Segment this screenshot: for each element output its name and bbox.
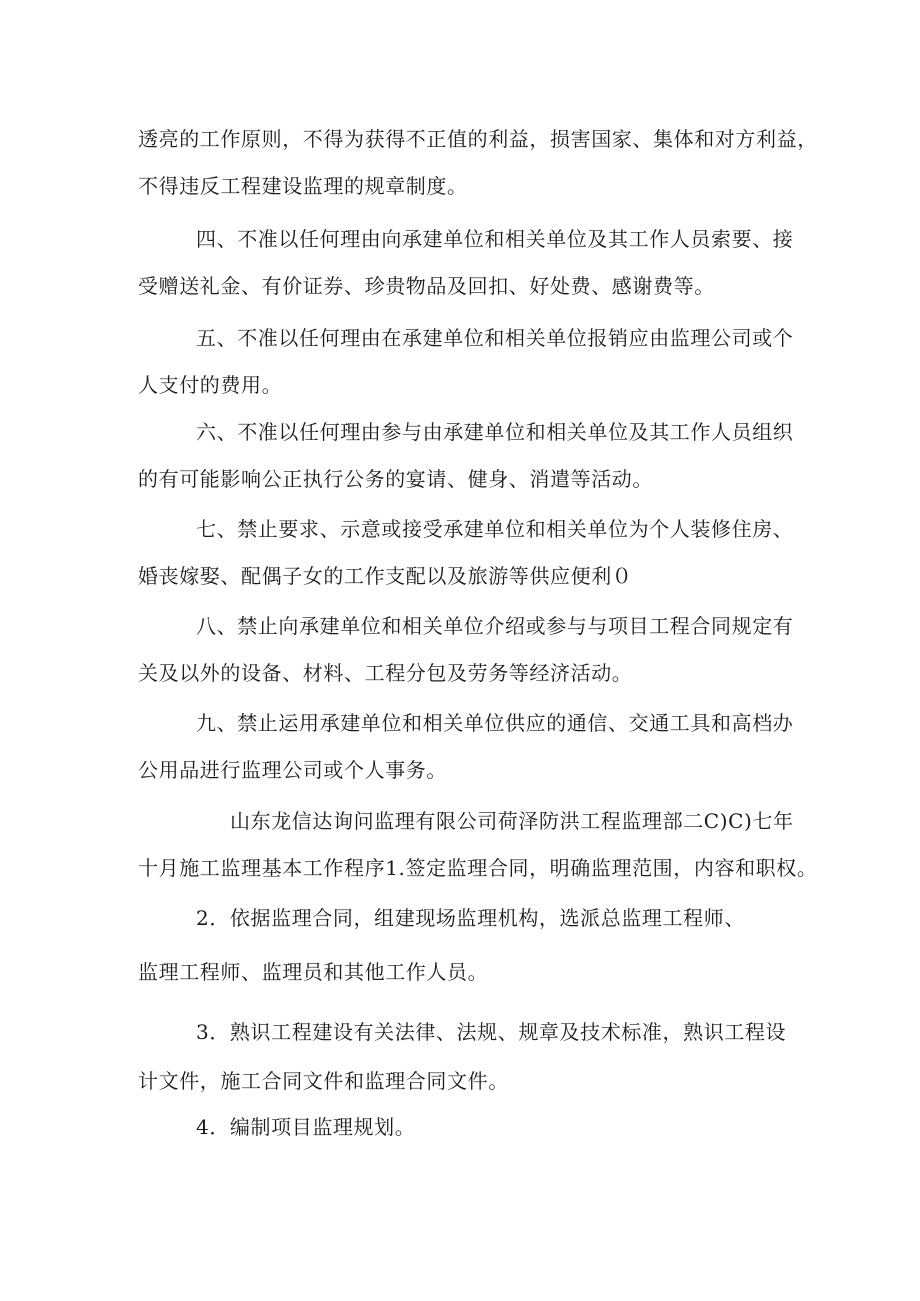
clause-5-line-1: 五、不准以任何理由在承建单位和相关单位报销应由监理公司或个 (196, 326, 794, 350)
clause-6-line-2: 的有可能影响公正执行公务的宴请、健身、消遣等活动。 (138, 467, 653, 491)
clause-9-line-1: 九、禁止运用承建单位和相关单位供应的通信、交通工具和高档办 (196, 711, 794, 735)
clause-7-line-2: 婚丧嫁娶、配偶子女的工作支配以及旅游等供应便利０ (138, 564, 633, 588)
paragraph-3-line-3: 不得违反工程建设监理的规章制度。 (138, 174, 468, 198)
clause-9-line-2: 公用品进行监理公司或个人事务。 (138, 758, 447, 782)
paragraph-3-line-2: 透亮的工作原则，不得为获得不正值的利益，损害国家、集体和对方利益， (138, 127, 818, 151)
procedure-step-2-line-1: 2．依据监理合同，组建现场监理机构，选派总监理工程师、 (196, 906, 745, 930)
procedure-step-3-line-1: 3．熟识工程建设有关法律、法规、规章及技术标准，熟识工程设 (196, 1020, 787, 1044)
clause-5-line-2: 人支付的费用。 (138, 373, 283, 397)
procedure-step-2-line-2: 监理工程师、监理员和其他工作人员。 (138, 960, 489, 984)
procedure-step-4: 4．编制项目监理规划。 (196, 1115, 416, 1139)
procedure-step-3-line-2: 计文件，施工合同文件和监理合同文件。 (138, 1069, 509, 1093)
clause-7-line-1: 七、禁止要求、示意或接受承建单位和相关单位为个人装修住房、 (196, 517, 794, 541)
procedure-step-1: 十月施工监理基本工作程序1.签定监理合同，明确监理范围，内容和职权。 (138, 856, 818, 880)
clause-8-line-2: 关及以外的设备、材料、工程分包及劳务等经济活动。 (138, 661, 633, 685)
clause-6-line-1: 六、不准以任何理由参与由承建单位和相关单位及其工作人员组织 (196, 420, 794, 444)
clause-4-line-1: 四、不准以任何理由向承建单位和相关单位及其工作人员索要、接 (196, 227, 794, 251)
signature-line: 山东龙信达询问监理有限公司荷泽防洪工程监理部二C)C)七年 (230, 809, 794, 833)
clause-4-line-2: 受赠送礼金、有价证券、珍贵物品及回扣、好处费、感谢费等。 (138, 274, 715, 298)
clause-8-line-1: 八、禁止向承建单位和相关单位介绍或参与与项目工程合同规定有 (196, 614, 794, 638)
